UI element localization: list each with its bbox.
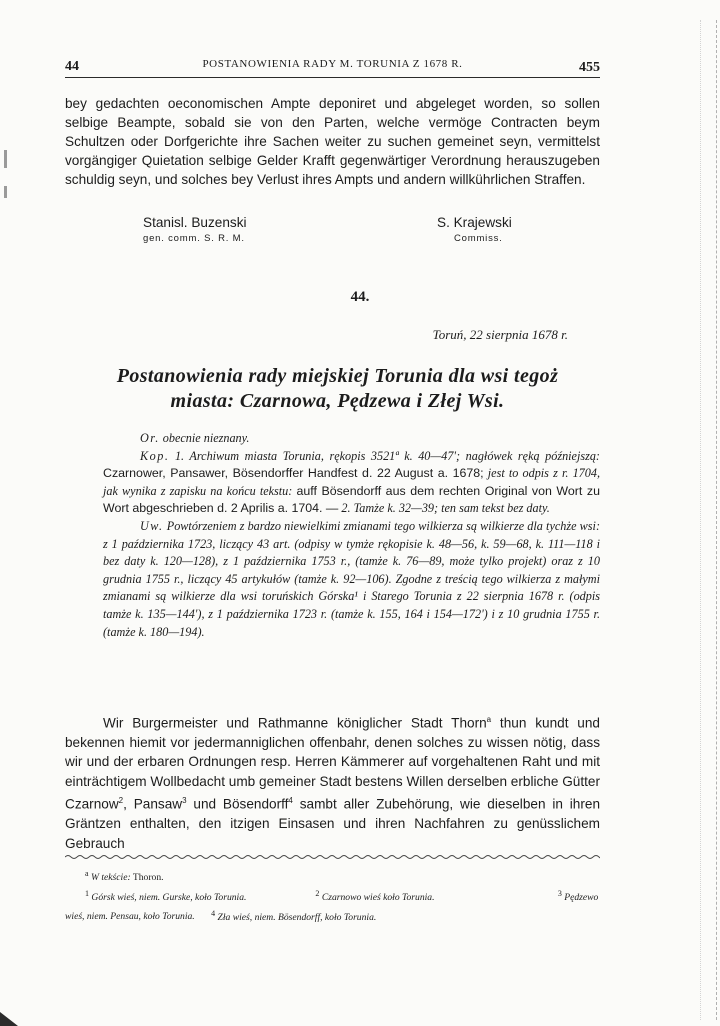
- note-kop-part3: jest to odpis z r. 1704, jak wynika z zapisku na końcu tekstu:: [103, 466, 601, 498]
- note-kop-part1: 1. Archiwum miasta Torunia, rękopis 3521ª k. 40—47'; nagłówek ręką późniejszą:: [174, 448, 600, 463]
- editorial-notes: [103, 430, 600, 641]
- footnote-3-continued: wieś, niem. Pensau, koło Torunia.: [65, 911, 195, 923]
- running-header: [65, 55, 600, 75]
- signature-left-title: gen. comm. S. R. M.: [143, 233, 245, 244]
- footnote-ref-a: a: [486, 715, 492, 724]
- note-kop-part5: 2. Tamże k. 32—39; ten sam tekst bez daty.: [341, 501, 550, 516]
- page-number-right: 455: [579, 60, 600, 75]
- footnote-divider: [65, 854, 600, 860]
- note-copies: [103, 448, 600, 518]
- signature-left: [143, 215, 247, 244]
- main-text-part-4: und Bösendorff: [186, 796, 289, 812]
- main-text-part-1: Wir Burgermeister und Rathmanne königlicher Stadt Thorn: [103, 715, 487, 731]
- scan-corner-shadow: [0, 1012, 18, 1026]
- footnotes: [65, 866, 600, 925]
- footnote-a: $^a$ W tekście: Thoron.: [85, 869, 164, 884]
- intro-paragraph: bey gedachten oeconomischen Ampte deponiret und abgeleget worden, so sollen selbige Beampte, sobald sie von den Parten, welche vermöge Contracten beym Schultzen oder Dorfgerichte ihre Sachen weiter zu suchen gemeinet seyn, vermittelst vorgängiger Quietation selbige Gelder Krafft gegenwärtiger Verordnung herauszugeben schuldig seyn, und solches bey Verlust ihres Ampts und andern willkührlichen Straffen.: [65, 96, 600, 188]
- signature-left-name: Stanisl. Buzenski: [143, 215, 247, 230]
- note-remarks: [103, 518, 600, 641]
- note-original: [103, 430, 600, 448]
- footnotes-3-4: [65, 905, 600, 925]
- scan-edge: [716, 20, 720, 1020]
- footnote-ref-3: 3: [182, 796, 187, 806]
- footnotes-1-3: [65, 886, 600, 906]
- signature-right: [437, 215, 512, 244]
- footnote-3: $^3$ Pędzewo: [557, 888, 599, 903]
- running-title: POSTANOWIENIA RADY M. TORUNIA Z 1678 R.: [202, 58, 463, 70]
- document-title: [65, 364, 610, 414]
- main-text-part-2: thun kundt und bekennen hiemit vor jedermanniglichen offenbahr, denen solches zu wissen nötig, dass wir und der erbaren Ordnungen resp. Herren Kämmerer auf vorgehaltenen Raht und mit einträchtigem Wollbedacht umb gemeiner Stadt bestens Willen derselben erbliche Gütter Czarnow: [65, 715, 600, 812]
- title-line-1: Postanowienia rady miejskiej Torunia dla wsi tegoż: [116, 365, 559, 387]
- margin-mark: [4, 150, 7, 168]
- note-kop-part2: Czarnower, Pansawer, Bösendorffer Handfest d. 22 August a. 1678;: [103, 466, 484, 481]
- footnote-4: $^4$ Zła wieś, niem. Bösendorff, koło Torunia.: [211, 908, 377, 923]
- note-or-label: Or.: [140, 431, 160, 445]
- scan-edge-line: [700, 20, 702, 1020]
- signature-right-title: Commiss.: [454, 233, 503, 244]
- main-text-part-3: , Pansaw: [123, 796, 183, 812]
- document-number: 44.: [350, 289, 370, 305]
- footnote-ref-4: 4: [288, 796, 293, 806]
- footnote-2: $^2$ Czarnowo wieś koło Torunia.: [315, 888, 435, 903]
- note-uw-label: Uw.: [140, 518, 164, 533]
- margin-mark: [4, 186, 7, 198]
- page-number-left: 44: [65, 59, 79, 74]
- note-kop-part4: auff Bösendorff aus dem rechten Original von Wort zu Wort abgeschrieben d. 2 Aprilis a. 1704. —: [103, 483, 600, 516]
- main-text-paragraph: [65, 710, 600, 853]
- note-kop-label: Kop.: [140, 448, 170, 463]
- footnote-ref-2: 2: [118, 796, 124, 806]
- footnote-1: $^1$ Górsk wieś, niem. Gurske, koło Torunia.: [85, 888, 247, 903]
- place-date: Toruń, 22 sierpnia 1678 r.: [432, 327, 568, 342]
- note-uw-text: Powtórzeniem z bardzo niewielkimi zmianami tego wilkierza są wilkierze dla tychże wsi: z 1 października 1723, liczący 43 art. (odpisy w tymże rękopisie k. 48—56, k. 59—68, k. 111—118 i bez daty k. 120—128), z 1 października 1753 r., (tamże k. 76—89, może tylko projekt) oraz z 10 grudnia 1755 r., liczący 45 artykułów (tamże k. 92—106). Zgodne z treścią tego wilkierza z małymi zmianami są wilkierze dla wsi toruńskich Górska¹ i Starego Torunia z 22 sierpnia 1678 r. (odpis tamże k. 135—144'), z 1 października 1723 r. (tamże k. 155, 164 i 154—172') i z 10 grudnia 1755 r. (tamże k. 180—194).: [103, 518, 600, 639]
- main-text-part-5: sambt aller Zubehörung, wie dieselben in ihren Gräntzen enthalten, den itzigen Einsasen und ihren Nachfahren zu genüsslichem Gebrauch: [65, 796, 601, 851]
- header-rule: [65, 77, 600, 78]
- signature-right-name: S. Krajewski: [437, 215, 512, 230]
- note-or-text: obecnie nieznany.: [162, 431, 250, 445]
- title-line-2: miasta: Czarnowa, Pędzewa i Złej Wsi.: [170, 390, 505, 412]
